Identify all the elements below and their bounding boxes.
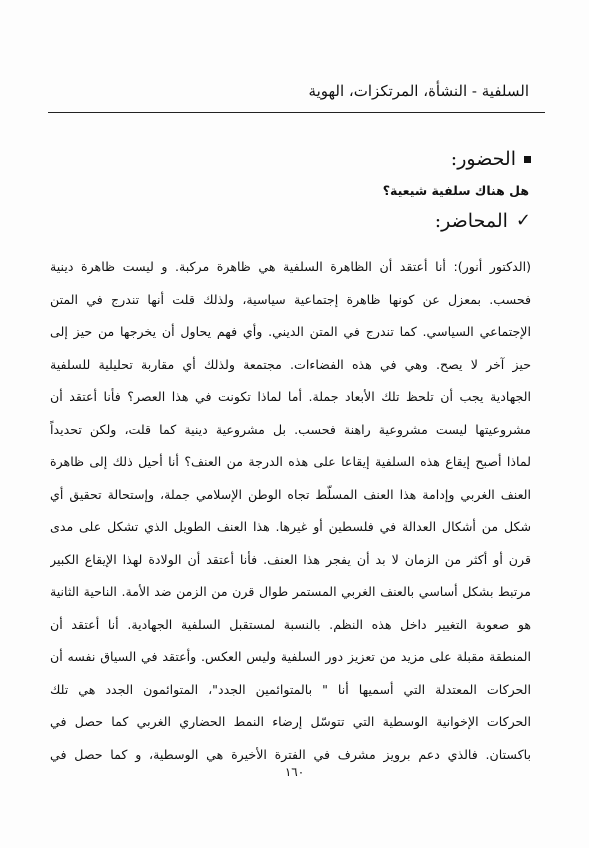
audience-question: هل هناك سلفية شيعية؟ — [382, 183, 529, 198]
presence-label: الحضور: — [450, 148, 516, 170]
body-line: الجهادية يجب أن تلحظ تلك الأبعاد جملة. أما لماذا تكونت في هذا العصر؟ فأنا أعتقد أن — [50, 389, 531, 404]
square-bullet-icon — [524, 156, 531, 163]
body-line: مرتبط بشكل أساسي بالعنف الغربي المستمر طوال قرن من الزمن ضد الأمة. الناحية الثانية — [50, 584, 531, 599]
running-header: السلفية - النشأة، المرتكزات، الهوية — [308, 82, 529, 100]
body-line: حيز آخر لا يصح. وهي في هذه الفضاءات. مجتمعة ولذلك أي مقاربة تحليلية للسلفية — [50, 356, 531, 372]
body-line: هو صعوبة التغيير داخل هذه النظم. بالنسبة لمستقبل السلفية الجهادية. أنا أعتقد أن — [50, 616, 531, 632]
presence-heading — [451, 148, 531, 170]
answer-body — [50, 251, 531, 771]
body-line: قرن أو أكثر من الزمان لا بد أن يفجر هذا العنف. فأنا أعتقد أن الولادة لهذا الإيقاع الكبير — [50, 551, 531, 567]
body-line: الحركات الإخوانية الوسطية التي تتوسّل إرضاء النمط الحضاري الغربي كما حصل في — [50, 714, 531, 729]
body-line: الإجتماعي السياسي. كما تندرج في المتن الديني. وأي فهم يحاول أن يخرجها من حيز إلى — [50, 324, 531, 339]
header-rule — [48, 112, 545, 113]
lecturer-label: المحاضر: — [434, 210, 508, 232]
body-line: فحسب. بمعزل عن كونها ظاهرة إجتماعية سياسية، ولذلك قلت أنها تندرج في المتن — [50, 291, 531, 307]
page-number: ١٦٠ — [284, 765, 305, 779]
body-line: لماذا أصبح إيقاع هذه السلفية إيقاعا على هذه الدرجة من العنف؟ أنا أحيل ذلك إلى ظاهرة — [50, 454, 531, 469]
lecturer-heading — [435, 210, 531, 232]
body-line: (الدكتور أنور): أنا أعتقد أن الظاهرة السلفية هي ظاهرة مركبة. و ليست ظاهرة دينية — [50, 259, 531, 274]
body-line: الحركات المعتدلة التي أسميها أنا " بالمتوائمين الجدد"، المتوائمون الجدد هي تلك — [50, 681, 531, 697]
body-line: شكل من أشكال العدالة في فلسطين أو غيرها. هذا العنف الطويل الذي تشكل على مدى — [50, 519, 531, 534]
body-line: مشروعيتها ليست مشروعية راهنة فحسب. بل مشروعية دينية كما قلت، ولكن تحديداً — [50, 421, 531, 437]
body-line: العنف الغربي وإدامة هذا العنف المسلّط تجاه الوطن الإسلامي جملة، وإستحالة تحقيق أي — [50, 486, 531, 502]
body-line: المنطقة مقبلة على مزيد من تعزيز دور السلفية وليس العكس. وأعتقد في السياق نفسه أن — [50, 649, 531, 664]
body-line: باكستان. فالذي دعم برويز مشرف في الفترة الأخيرة هي الوسطية، و كما حصل في — [50, 746, 531, 762]
check-mark-icon: ✓ — [515, 210, 531, 231]
